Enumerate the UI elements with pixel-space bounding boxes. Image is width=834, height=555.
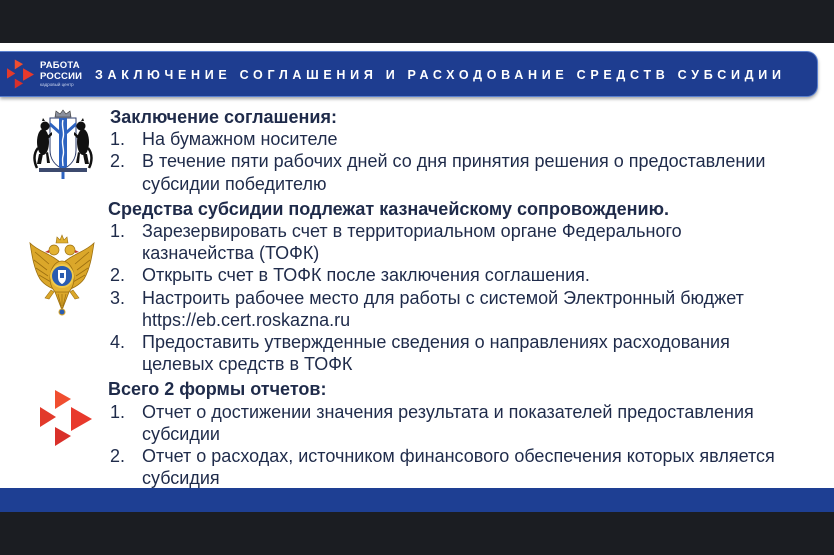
logo-line-2: РОССИИ — [40, 70, 83, 82]
list-text: Предоставить утвержденные сведения о направлениях расходования целевых средств в ТОФК — [142, 332, 730, 375]
logo-line-1: РАБОТА — [40, 60, 80, 71]
novosibirsk-coat-of-arms-icon — [33, 108, 93, 180]
treasury-emblem-icon — [27, 234, 97, 316]
list-number: 2. — [110, 265, 126, 286]
list-text: Настроить рабочее место для работы с системой Электронный бюджет https://eb.cert.roskazna.ru — [142, 287, 744, 330]
rabota-rossii-logo-icon — [7, 59, 35, 89]
list-text: Отчет о достижении значения результата и показателей предоставления субсидии — [142, 401, 754, 444]
list-number: 2. — [110, 151, 126, 172]
treasury-support-section — [110, 198, 825, 376]
list-item — [110, 150, 825, 194]
list-number: 1. — [110, 401, 126, 422]
header-logo-text — [40, 61, 82, 88]
slide-title: ЗАКЛЮЧЕНИЕ СОГЛАШЕНИЯ И РАСХОДОВАНИЕ СРЕДСТВ СУБСИДИИ — [95, 68, 786, 82]
list-number: 4. — [110, 332, 126, 353]
agreement-section — [110, 106, 825, 195]
section-heading: Заключение соглашения: — [110, 107, 337, 127]
list-text: На бумажном носителе — [142, 129, 338, 150]
list-item — [110, 287, 825, 331]
list-item — [110, 220, 825, 264]
list-item — [110, 401, 825, 445]
section-heading: Средства субсидии подлежат казначейскому сопровождению. — [108, 198, 669, 219]
list-text: Зарезервировать счет в территориальном органе Федерального казначейства (ТОФК) — [142, 221, 682, 264]
logo-subtitle: кадровый центр — [40, 82, 74, 87]
list-number: 1. — [110, 221, 126, 242]
slide-header-banner — [0, 51, 818, 97]
list-item — [110, 128, 825, 150]
list-text: В течение пяти рабочих дней со дня принятия решения о предоставлении субсидии победителю — [142, 151, 766, 194]
slide-content — [110, 106, 825, 489]
list-number: 3. — [110, 287, 126, 308]
list-number: 2. — [110, 446, 126, 467]
section-heading: Всего 2 формы отчетов: — [108, 379, 327, 400]
top-frame-bar — [0, 0, 834, 43]
list-item — [110, 445, 825, 489]
reports-section — [110, 378, 825, 489]
list-text: Отчет о расходах, источником финансового обеспечения которых является субсидия — [142, 446, 775, 489]
footer-band — [0, 488, 834, 512]
rabota-rossii-logo-icon — [40, 390, 94, 446]
list-item — [110, 264, 825, 286]
list-text: Открыть счет в ТОФК после заключения соглашения. — [142, 265, 590, 286]
list-number: 1. — [110, 129, 126, 150]
list-item — [110, 331, 825, 375]
bottom-frame-bar — [0, 512, 834, 555]
